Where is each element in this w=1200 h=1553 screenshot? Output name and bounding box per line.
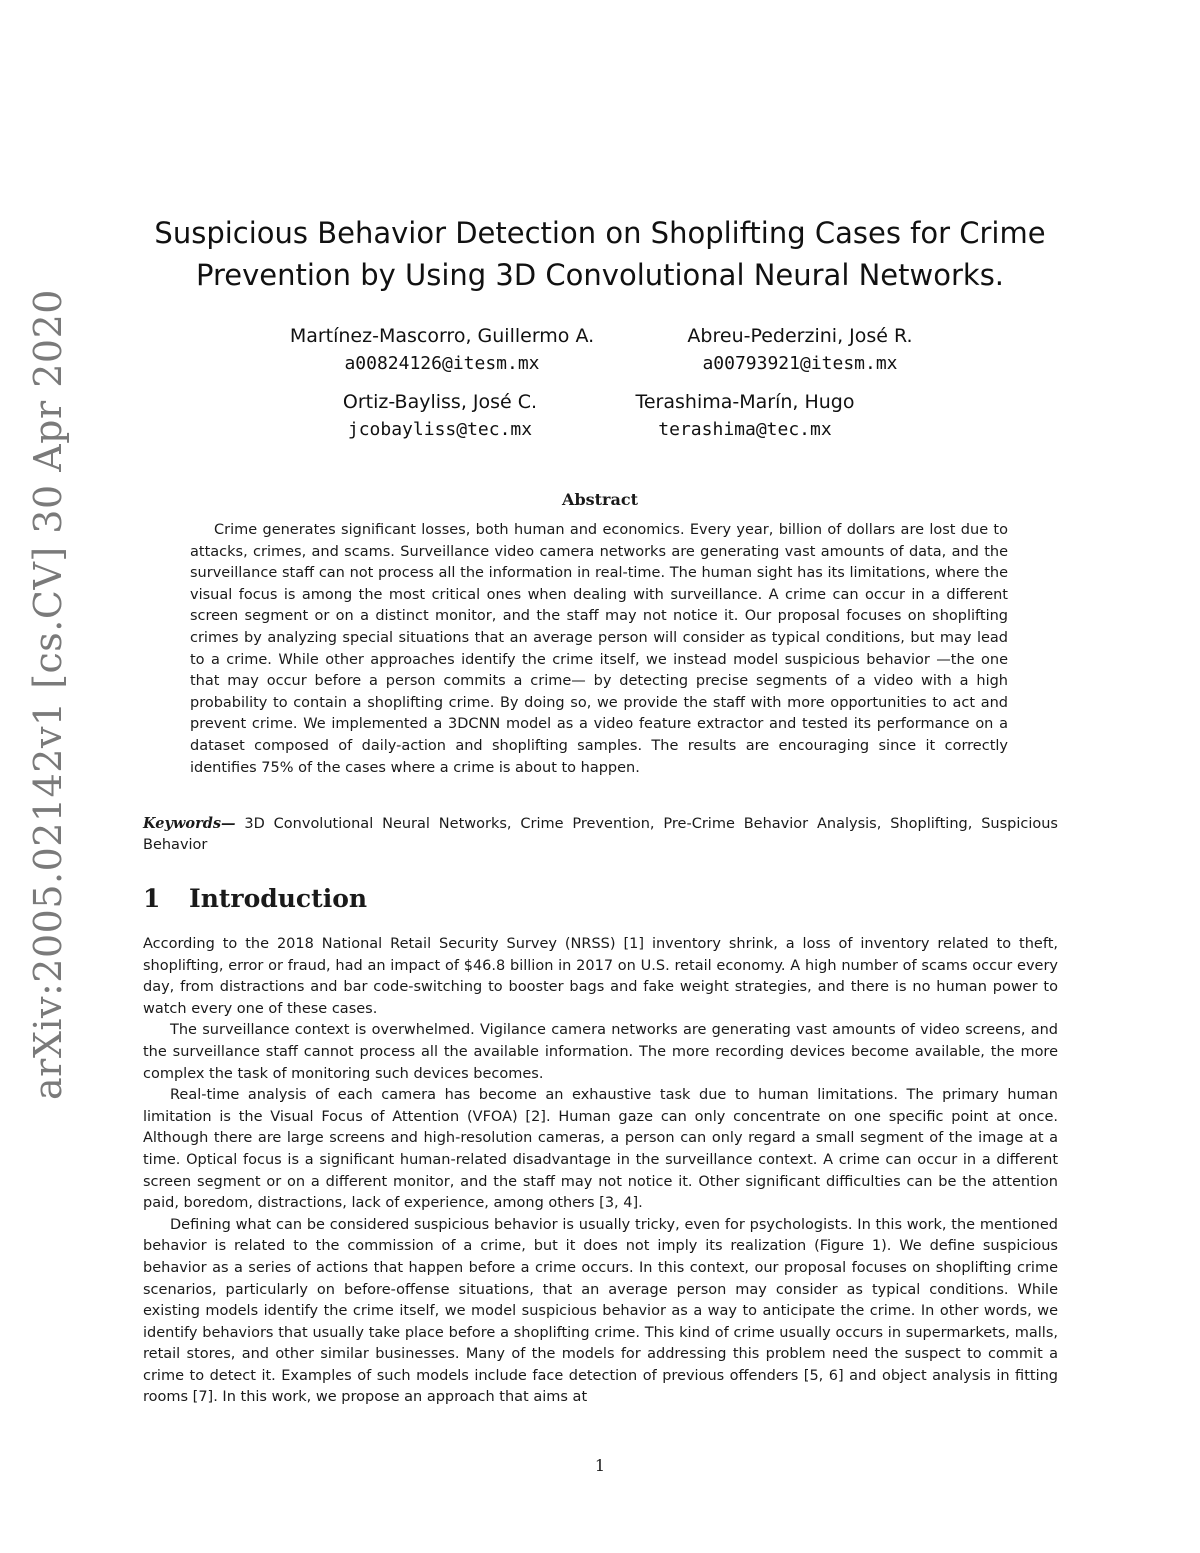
author-block [600,388,890,444]
section-number: 1 [143,884,161,913]
section-heading [143,884,367,913]
author-email: jcobayliss@tec.mx [347,419,533,440]
arxiv-identifier: arXiv:2005.02142v1 [cs.CV] 30 Apr 2020 [26,289,70,1100]
paragraph: Real-time analysis of each camera has become an exhaustive task due to human limitations. The primary human limitation is the Visual Focus of Attention (VFOA) [2]. Human gaze can only concentrate on one specific point at once. Although there are large screens and high-resolution cameras, a person can only regard a small segment of the image at a time. Optical focus is a significant human-related disadvantage in the surveillance context. A crime can occur in a different screen segment or on a different monitor, and the staff may not notice it. Other significant difficulties can be the attention paid, boredom, distractions, lack of experience, among others [3, 4]. [143,1087,1058,1212]
author-name: Terashima-Marín, Hugo [635,391,855,413]
paragraph: Defining what can be considered suspicious behavior is usually tricky, even for psychologists. In this work, the mentioned behavior is related to the commission of a crime, but it does not imply its realization (Figure 1). We define suspicious behavior as a series of actions that happen before a crime occurs. In this context, our proposal focuses on shoplifting crime scenarios, particularly on before-offense situations, that an average person may consider as typical conditions. While existing models identify the crime itself, we model suspicious behavior as a way to anticipate the crime. In other words, we identify behaviors that usually take place before a shoplifting crime. This kind of crime usually occurs in supermarkets, malls, retail stores, and other similar businesses. Many of the models for addressing this problem need the suspect to commit a crime to detect it. Examples of such models include face detection of previous offenders [5, 6] and object analysis in fitting rooms [7]. In this work, we propose an approach that aims at [143,1216,1058,1406]
author-name: Abreu-Pederzini, José R. [687,325,913,347]
paper-title [150,212,1050,296]
author-email: a00793921@itesm.mx [702,353,898,374]
author-block [300,388,580,444]
author-email: a00824126@itesm.mx [344,353,540,374]
author-block [640,322,960,378]
paragraph: The surveillance context is overwhelmed. Vigilance camera networks are generating vast amounts of video screens, and the surveillance staff cannot process all the available information. The more recording devices become available, the more complex the task of monitoring such devices becomes. [143,1022,1058,1082]
introduction-body [143,934,1058,1409]
page-number: 1 [594,1456,606,1475]
author-block [262,322,622,378]
author-email: terashima@tec.mx [658,419,832,440]
section-title: Introduction [189,884,368,913]
title-line-2: Prevention by Using 3D Convolutional Neural Networks. [195,258,1005,292]
author-name: Martínez-Mascorro, Guillermo A. [289,325,595,347]
title-line-1: Suspicious Behavior Detection on Shoplifting Cases for Crime [154,216,1046,250]
abstract-heading: Abstract [562,490,638,509]
keywords-text: 3D Convolutional Neural Networks, Crime Prevention, Pre-Crime Behavior Analysis, Shoplifting, Suspicious Behavior [143,816,1058,853]
keywords-label: Keywords— [143,815,236,832]
paragraph: According to the 2018 National Retail Security Survey (NRSS) [1] inventory shrink, a loss of inventory related to theft, shoplifting, error or fraud, had an impact of $46.8 billion in 2017 on U.S. retail economy. A high number of scams occur every day, from distractions and bar code-switching to booster bags and fake weight strategies, and there is no human power to watch every one of these cases. [143,936,1058,1017]
abstract-text: Crime generates significant losses, both human and economics. Every year, billion of dollars are lost due to attacks, crimes, and scams. Surveillance video camera networks are generating vast amounts of data, and the surveillance staff can not process all the information in real-time. The human sight has its limitations, where the visual focus is among the most critical ones when dealing with surveillance. A crime can occur in a different screen segment or on a distinct monitor, and the staff may not notice it. Our proposal focuses on shoplifting crimes by analyzing special situations that an average person will consider as typical conditions, but may lead to a crime. While other approaches identify the crime itself, we instead model suspicious behavior —the one that may occur before a person commits a crime— by detecting precise segments of a video with a high probability to contain a shoplifting crime. By doing so, we provide the staff with more opportunities to act and prevent crime. We implemented a 3DCNN model as a video feature extractor and tested its performance on a dataset composed of daily-action and shoplifting samples. The results are encouraging since it correctly identifies 75% of the cases where a crime is about to happen. [190,522,1008,776]
keywords [143,813,1058,856]
author-name: Ortiz-Bayliss, José C. [342,391,538,413]
